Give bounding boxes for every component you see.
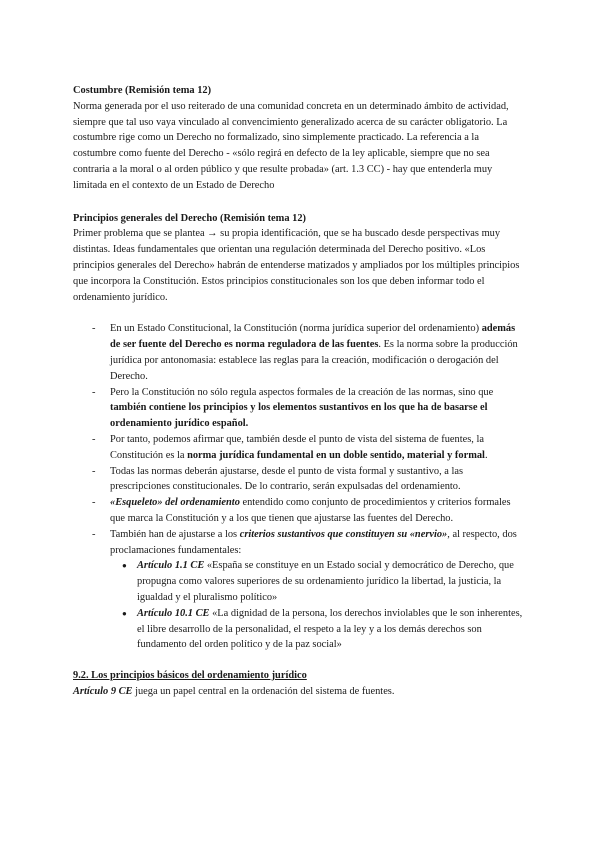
item-bold: también contiene los principios y los elementos sustantivos en los que ha de basarse el ordenamiento jurídico español. bbox=[110, 402, 488, 430]
heading-principios: Principios generales del Derecho (Remisión tema 12) bbox=[73, 212, 306, 224]
paragraph-principios-intro: Primer problema que se plantea → su propia identificación, que se ha buscado desde perspectivas muy distintas. Ideas fundamentales que orientan una regulación determinada del Derecho positivo. «Los principios generales del Derecho» habrán de entenderse matizados y ampliados por los múltiples principios que incorpora la Constitución. Estos principios constitucionales son los que deben informar todo el ordenamiento jurídico. bbox=[73, 228, 520, 303]
paragraph-text: juega un papel central en la ordenación del sistema de fuentes. bbox=[132, 685, 395, 697]
paragraph-costumbre: Norma generada por el uso reiterado de una comunidad concreta en un determinado ámbito de actividad, siempre que tal uso vaya vinculado al convencimiento generalizado acerca de su carácter obligatorio. La costumbre rige como un Derecho no formalizado, sino simplemente practicado. La referencia a la costumbre como fuente del Derecho - «sólo regirá en defecto de la ley aplicable, siempre que no sea contraria a la moral o al orden público y que resulte probada» (art. 1.3 CC) - hay que entenderla muy limitada en el contexto de un Estado de Derecho bbox=[73, 100, 509, 191]
article-quote: «España se constituye en un Estado social y democrático de Derecho, que propugna como valores superiores de su ordenamiento jurídico la libertad, la justicia, la igualdad y el pluralismo político» bbox=[137, 560, 514, 603]
heading-costumbre: Costumbre (Remisión tema 12) bbox=[73, 85, 212, 96]
sublist-item bbox=[110, 606, 523, 653]
section-principios bbox=[73, 211, 523, 654]
item-bold: norma jurídica fundamental en un doble sentido, material y formal bbox=[187, 449, 485, 461]
item-text: También han de ajustarse a los bbox=[110, 528, 240, 540]
item-text: Todas las normas deberán ajustarse, desde el punto de vista formal y sustantivo, a las prescripciones constitucionales. De lo contrario, serán expulsadas del ordenamiento. bbox=[110, 465, 464, 493]
list-item bbox=[73, 495, 523, 527]
list-item bbox=[73, 464, 523, 496]
list-item bbox=[73, 527, 523, 653]
paragraph-basicos bbox=[73, 684, 523, 700]
section-costumbre bbox=[73, 83, 523, 194]
list-item bbox=[73, 432, 523, 464]
list-item bbox=[73, 321, 523, 384]
heading-basicos: 9.2. Los principios básicos del ordenamiento jurídico bbox=[73, 670, 307, 682]
article-quote: «La dignidad de la persona, los derechos inviolables que le son inherentes, el libre desarrollo de la personalidad, el respeto a la ley y a los demás derechos son fundamento del orden político y de la paz social» bbox=[137, 607, 523, 651]
item-text: Por tanto, podemos afirmar que, también desde el punto de vista del sistema de fuentes, la Constitución es la bbox=[110, 433, 484, 461]
item-text: En un Estado Constitucional, la Constitución (norma jurídica superior del ordenamiento) bbox=[110, 323, 482, 335]
document-page bbox=[73, 83, 523, 717]
item-text: Pero la Constitución no sólo regula aspectos formales de la creación de las normas, sino que bbox=[110, 386, 494, 398]
article-label: Artículo 1.1 CE bbox=[137, 560, 205, 572]
list-item bbox=[73, 385, 523, 432]
dash-list bbox=[73, 321, 523, 653]
item-bold-italic: «Esqueleto» del ordenamiento bbox=[110, 497, 240, 509]
item-text: . bbox=[484, 449, 488, 461]
sublist-item bbox=[110, 558, 523, 605]
item-text: . Es la norma sobre la producción jurídica por antonomasia: establece las reglas para la creación, modificación o derogación del Derecho. bbox=[110, 339, 518, 382]
section-basicos bbox=[73, 668, 523, 700]
bullet-sublist bbox=[110, 558, 523, 653]
item-text: entendido como conjunto de procedimientos y criterios formales que marca la Constitución y a los que tienen que ajustarse las fuentes del Derecho. bbox=[110, 497, 511, 524]
item-bold-italic: criterios sustantivos que constituyen su «nervio» bbox=[239, 528, 448, 540]
item-bold: además de ser fuente del Derecho es norma reguladora de las fuentes bbox=[110, 323, 516, 351]
item-text: , al respecto, dos proclamaciones fundamentales: bbox=[110, 528, 517, 556]
article-label: Artículo 10.1 CE bbox=[137, 607, 210, 619]
article-label: Artículo 9 CE bbox=[73, 685, 133, 697]
